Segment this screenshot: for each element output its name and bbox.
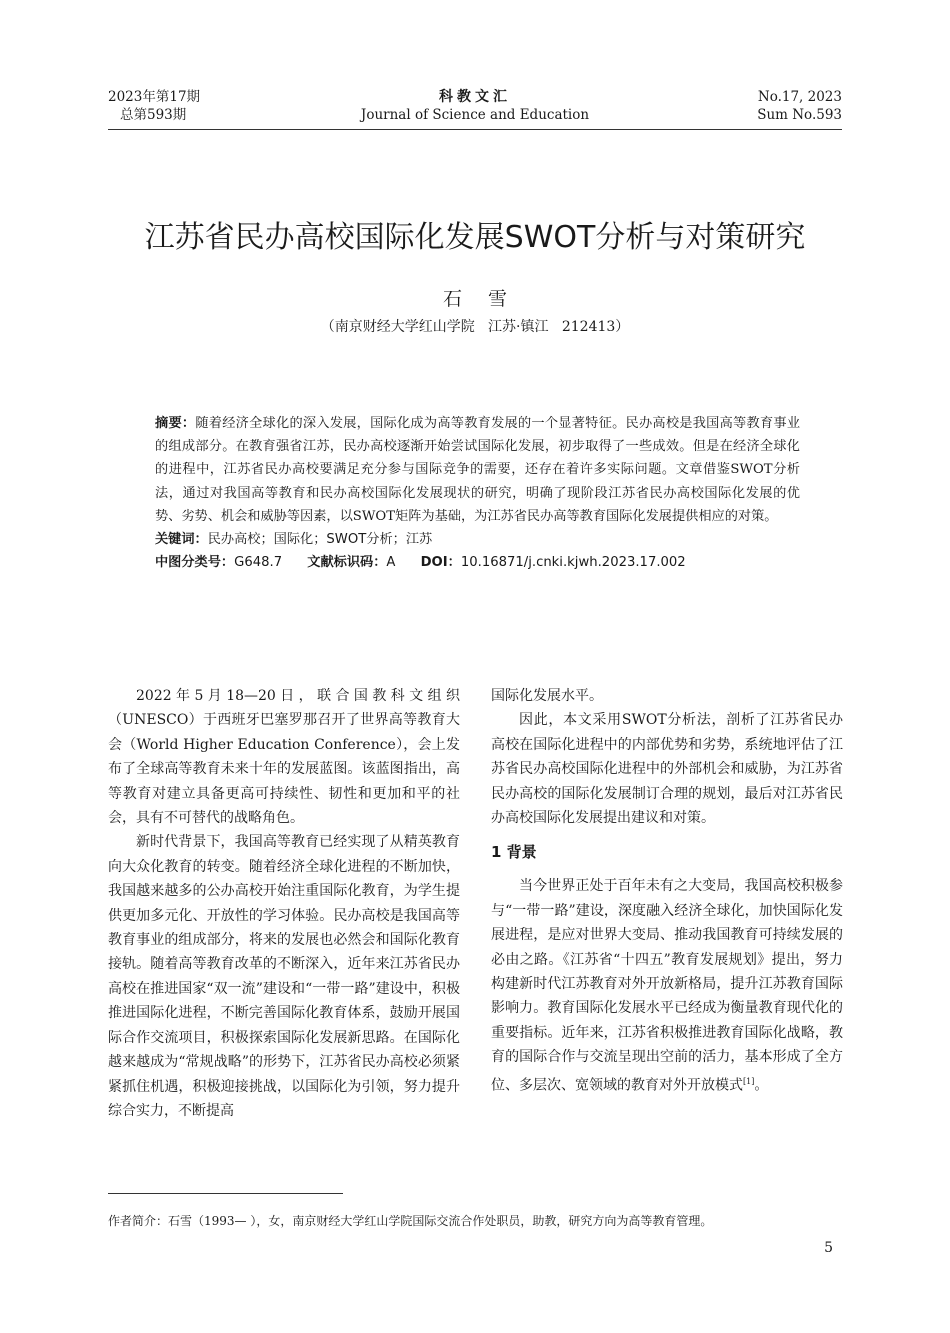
issue-info-en [757,88,842,124]
header-rule [108,129,842,130]
total-issue-en: Sum No.593 [757,107,842,123]
body-paragraph: 2022年5月18—20日，联合国教科文组织（UNESCO）于西班牙巴塞罗那召开了世界高等教育大会（World Higher Education Conference），会上发布了全球高等教育未来十年的发展蓝图。该蓝图指出，高等教育对建立具备更高可持续性、韧性和更加和平的社会，具有不可替代的战略角色。 [108,688,460,827]
abstract-label: 摘要： [155,416,196,431]
abstract [155,412,800,528]
paper-title: 江苏省民办高校国际化发展SWOT分析与对策研究 [144,220,806,255]
body-paragraph-end: 。 [754,1077,769,1094]
doi-value: 10.16871/j.cnki.kjwh.2023.17.002 [460,555,686,571]
abstract-block [155,412,800,574]
doi-label: DOI： [420,555,461,571]
body-paragraph: 新时代背景下，我国高等教育已经实现了从精英教育向大众化教育的转变。随着经济全球化进程的不断加快，我国越来越多的公办高校开始注重国际化教育，为学生提供更加多元化、开放性的学习体验。民办高校是我国高等教育事业的组成部分，将来的发展也必然会和国际化教育接轨。随着高等教育改革的不断深入，近年来江苏省民办高校在推进国家“双一流”建设和“一带一路”建设中，积极推进国际化进程，不断完善国际化教育体系，鼓励开展国际合作交流项目，积极探索国际化发展新思路。在国际化越来越成为“常规战略”的形势下，江苏省民办高校必须紧紧抓住机遇，积极迎接挑战，以国际化为引领，努力提升综合实力，不断提高 [108,834,460,1119]
doc-code-value: A [386,555,396,571]
citation: [1] [743,1076,755,1086]
keywords-text: 民办高校；国际化；SWOT分析；江苏 [207,532,433,548]
body-paragraph-continuation: 国际化发展水平。 [491,688,603,704]
keywords-label: 关键词： [155,532,208,548]
journal-name-cn: 科教文汇 [439,89,511,105]
page-number: 5 [824,1240,833,1256]
abstract-text: 随着经济全球化的深入发展，国际化成为高等教育发展的一个显著特征。民办高校是我国高等教育事业的组成部分。在教育强省江苏，民办高校逐渐开始尝试国际化发展，初步取得了一些成效。但是在经济全球化的进程中，江苏省民办高校要满足充分参与国际竞争的需要，还存在着许多实际问题。文章借鉴SWOT分析法，通过对我国高等教育和民办高校国际化发展现状的研究，明确了现阶段江苏省民办高校国际化发展的优势、劣势、机会和威胁等因素，以SWOT矩阵为基础，为江苏省民办高等教育国际化发展提供相应的对策。 [155,416,801,524]
footnote-rule [108,1193,343,1194]
section-heading: 1 背景 [491,843,537,862]
body-paragraph-text: 当今世界正处于百年未有之大变局，我国高校积极参与“一带一路”建设，深度融入经济全球化，加快国际化发展进程，是应对世界大变局、推动我国教育可持续发展的必由之路。《江苏省“十四五”教育发展规划》提出，努力构建新时代江苏教育对外开放新格局，提升江苏教育国际影响力。教育国际化发展水平已经成为衡量教育现代化的重要指标。近年来，江苏省积极推进教育国际化战略，教育的国际合作与交流呈现出空前的活力，基本形成了全方位、多层次、宽领域的教育对外开放模式 [491,878,843,1094]
body-left-column [108,684,460,1123]
author-affiliation: （南京财经大学红山学院 江苏·镇江 212413） [320,319,630,335]
clc-value: G648.7 [234,555,283,571]
body-paragraph: 因此，本文采用SWOT分析法，剖析了江苏省民办高校在国际化进程中的内部优势和劣势，系统地评估了江苏省民办高校国际化进程中的外部机会和威胁，为江苏省民办高校的国际化发展制订合理的规划，最后对江苏省民办高校国际化发展提出建议和对策。 [491,712,843,827]
classification-line [155,551,800,574]
keywords [155,528,800,551]
author-name: 石雪 [442,288,533,310]
issue-number-en: No.17, 2023 [757,89,842,105]
author-footnote: 作者简介：石雪（1993— ），女，南京财经大学红山学院国际交流合作处职员，助教，研究方向为高等教育管理。 [108,1214,713,1228]
total-issue-cn: 总第593期 [120,107,187,123]
issue-number-cn: 2023年第17期 [108,89,201,105]
body-right-column [491,684,843,1098]
journal-name-en: Journal of Science and Education [360,107,590,123]
doc-code-label: 文献标识码： [307,555,387,571]
clc-label: 中图分类号： [155,555,235,571]
body-paragraph [491,874,843,1097]
